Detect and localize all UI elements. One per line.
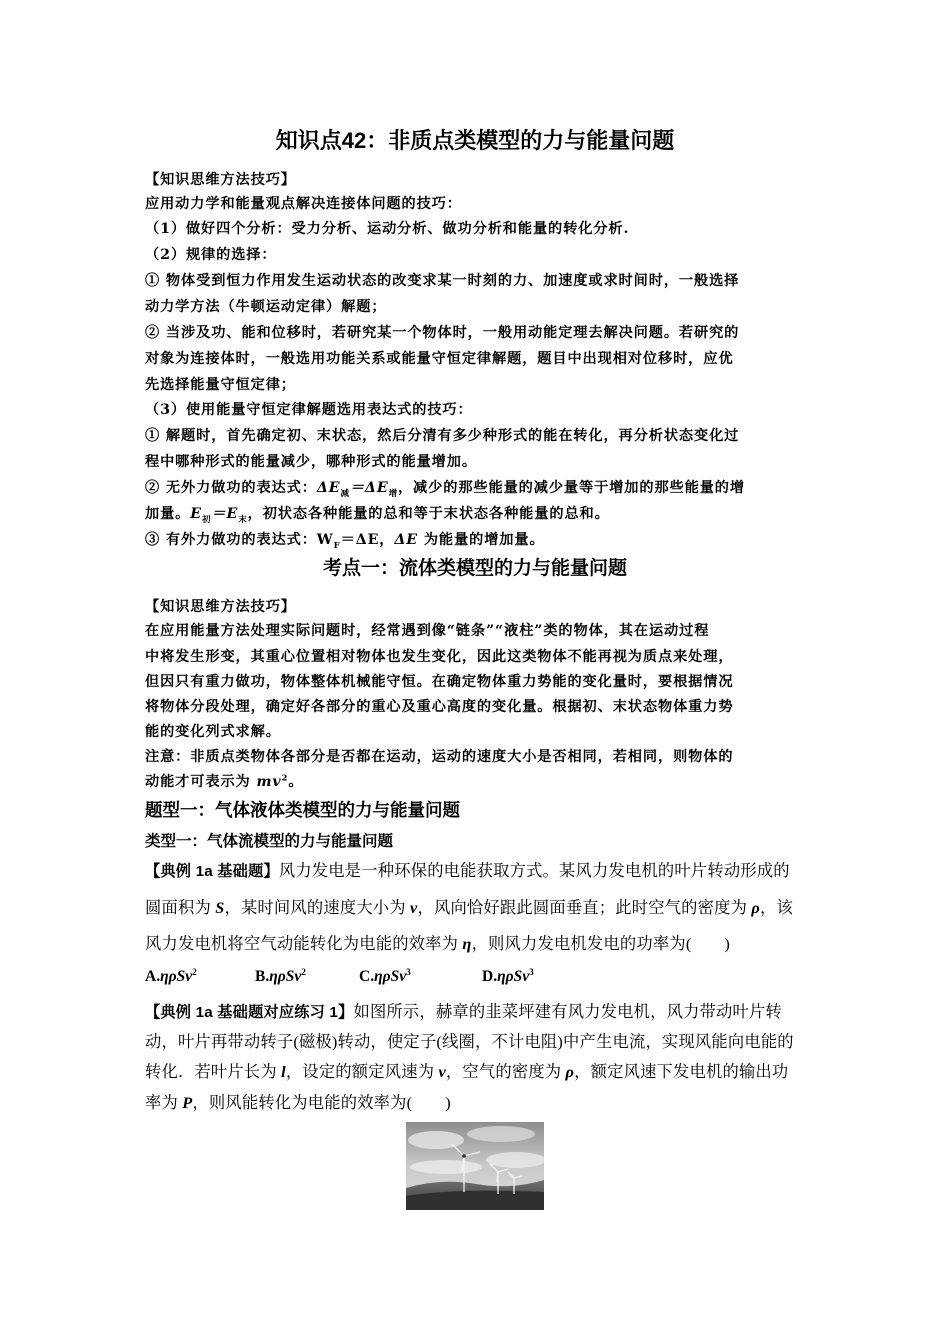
text-line: ① 物体受到恒力作用发生运动状态的改变求某一时刻的力、加速度或求时间时，一般选择	[145, 273, 740, 289]
text-line: 将物体分段处理，确定好各部分的重心及重心高度的变化量。根据初、末状态物体重力势	[145, 699, 734, 715]
option-b[interactable]: B.ηρSv$^2$	[255, 967, 306, 985]
formula-line: ③ 有外力做功的表达式：$W_F=\Delta E$，ΔE 为能量的增加量。	[145, 532, 545, 551]
example-line: 圆面积为 S，某时间风的速度大小为 v，风向恰好跟此圆面垂直；此时空气的密度为 ρ，该	[145, 898, 793, 917]
example-line: 动，叶片再带动转子(磁极)转动，使定子(线圈，不计电阻)中产生电流，实现风能向电能的	[145, 1032, 794, 1051]
text-line: 程中哪种形式的能量减少，哪种形式的能量增加。	[145, 454, 477, 470]
page-title: 知识点42：非质点类模型的力与能量问题	[275, 128, 675, 153]
text-line: 应用动力学和能量观点解决连接体问题的技巧：	[145, 196, 462, 212]
text-line: （2）规律的选择：	[145, 247, 277, 263]
section-title: 考点一：流体类模型的力与能量问题	[322, 558, 627, 579]
example-tag: 【典例 1a 基础题】	[145, 863, 279, 880]
example-line: 转化．若叶片长为 l，设定的额定风速为 v，空气的密度为 ρ，额定风速下发电机的输出功	[145, 1062, 789, 1081]
example-line: 【典例 1a 基础题对应练习 1】如图所示，赫章的韭菜坪建有风力发电机，风力带动叶片转	[145, 1002, 782, 1021]
subtype-heading: 类型一：气体流模型的力与能量问题	[145, 833, 394, 850]
formula-line: 加量。$E_初=E_末$，初状态各种能量的总和等于末状态各种能量的总和。	[145, 506, 610, 525]
text-line: 先选择能量守恒定律；	[145, 377, 296, 393]
text-line: ① 解题时，首先确定初、末状态，然后分清有多少种形式的能在转化，再分析状态变化过	[145, 428, 740, 444]
text-line: ② 当涉及功、能和位移时，若研究某一个物体时，一般用动能定理去解决问题。若研究的	[145, 325, 740, 341]
option-d[interactable]: D.ηρSv$^3$	[482, 967, 534, 985]
text-line: （3）使用能量守恒定律解题选用表达式的技巧：	[145, 402, 473, 418]
type-heading: 题型一：气体液体类模型的力与能量问题	[145, 800, 460, 820]
example-line: 率为 P，则风能转化为电能的效率为( )	[145, 1093, 451, 1112]
text-line: 动力学方法（牛顿运动定律）解题；	[145, 299, 387, 315]
text-line: 能的变化列式求解。	[145, 724, 281, 740]
wind-turbine-photo	[406, 1122, 544, 1210]
text-line: 在应用能量方法处理实际问题时，经常遇到像“链条”“液柱”类的物体，其在运动过程	[145, 623, 710, 639]
text-line: 动能才可表示为 $mv^2$。	[145, 773, 304, 790]
text-line: （1）做好四个分析：受力分析、运动分析、做功分析和能量的转化分析.	[145, 221, 630, 237]
text-line: 中将发生形变，其重心位置相对物体也发生变化，因此这类物体不能再视为质点来处理，	[145, 649, 734, 665]
example-tag: 【典例 1a 基础题对应练习 1】	[145, 1004, 354, 1021]
option-c[interactable]: C.ηρSv$^3$	[359, 967, 411, 985]
text-line: 注意：非质点类物体各部分是否都在运动，运动的速度大小是否相同，若相同，则物体的	[145, 749, 734, 765]
method-heading: 【知识思维方法技巧】	[145, 172, 296, 188]
text-line: 对象为连接体时，一般选用功能关系或能量守恒定律解题，题目中出现相对位移时，应优	[145, 351, 734, 367]
example-line: 风力发电机将空气动能转化为电能的效率为 η，则风力发电机发电的功率为( )	[145, 934, 731, 953]
text-line: 但因只有重力做功，物体整体机械能守恒。在确定物体重力势能的变化量时，要根据情况	[145, 674, 734, 690]
formula-line: ② 无外力做功的表达式：$\Delta E_减=\Delta E_增$，减少的那些能量的减少量等于增加的那些能量的增	[145, 480, 745, 499]
example-line: 【典例 1a 基础题】风力发电是一种环保的电能获取方式。某风力发电机的叶片转动形成的	[145, 861, 790, 880]
method-heading: 【知识思维方法技巧】	[145, 599, 296, 615]
option-a[interactable]: A.ηρSv$^2$	[145, 967, 197, 985]
